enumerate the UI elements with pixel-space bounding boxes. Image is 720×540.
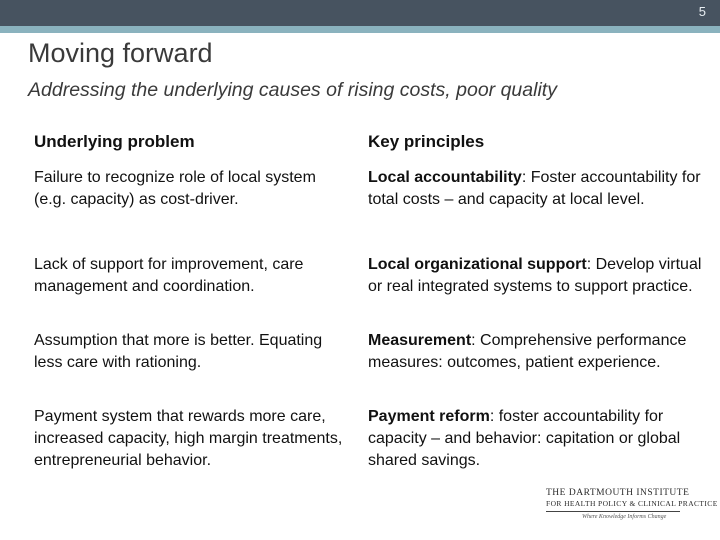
principle-description: : Develop virtual or real integrated systems to support practice. xyxy=(368,256,702,295)
header-bar xyxy=(0,0,720,26)
principle-text xyxy=(368,254,713,298)
slide-title: Moving forward xyxy=(28,38,213,68)
principle-name: Local organizational support xyxy=(368,256,587,273)
logo-tagline: Where Knowledge Informs Change xyxy=(582,514,667,520)
dartmouth-institute-logo xyxy=(546,488,718,532)
logo-title: THE DARTMOUTH INSTITUTE xyxy=(546,488,690,498)
problem-text: Payment system that rewards more care, increased capacity, high margin treatments, entrepreneurial behavior. xyxy=(34,408,343,469)
principle-text xyxy=(368,406,713,472)
column-header-problem: Underlying problem xyxy=(34,132,195,151)
principle-description: : foster accountability for capacity – and behavior: capitation or global shared savings. xyxy=(368,408,681,469)
principle-text xyxy=(368,330,713,374)
column-header-principles: Key principles xyxy=(368,132,485,151)
principle-name: Local accountability xyxy=(368,169,522,186)
principle-name: Measurement xyxy=(368,332,472,349)
logo-rule xyxy=(546,511,680,512)
problem-text: Assumption that more is better. Equating less care with rationing. xyxy=(34,332,323,371)
problem-text: Failure to recognize role of local system (e.g. capacity) as cost-driver. xyxy=(34,169,316,208)
slide-subtitle: Addressing the underlying causes of rising costs, poor quality xyxy=(28,79,557,101)
principle-text xyxy=(368,167,713,211)
header-accent-bar xyxy=(0,26,720,33)
slide-number: 5 xyxy=(698,4,706,19)
principle-description: : Comprehensive performance measures: outcomes, patient experience. xyxy=(368,332,687,371)
principle-description: : Foster accountability for total costs – and capacity at local level. xyxy=(368,169,701,208)
principle-name: Payment reform xyxy=(368,408,490,425)
problem-text: Lack of support for improvement, care management and coordination. xyxy=(34,256,304,295)
logo-subtitle: FOR HEALTH POLICY & CLINICAL PRACTICE xyxy=(546,499,718,508)
